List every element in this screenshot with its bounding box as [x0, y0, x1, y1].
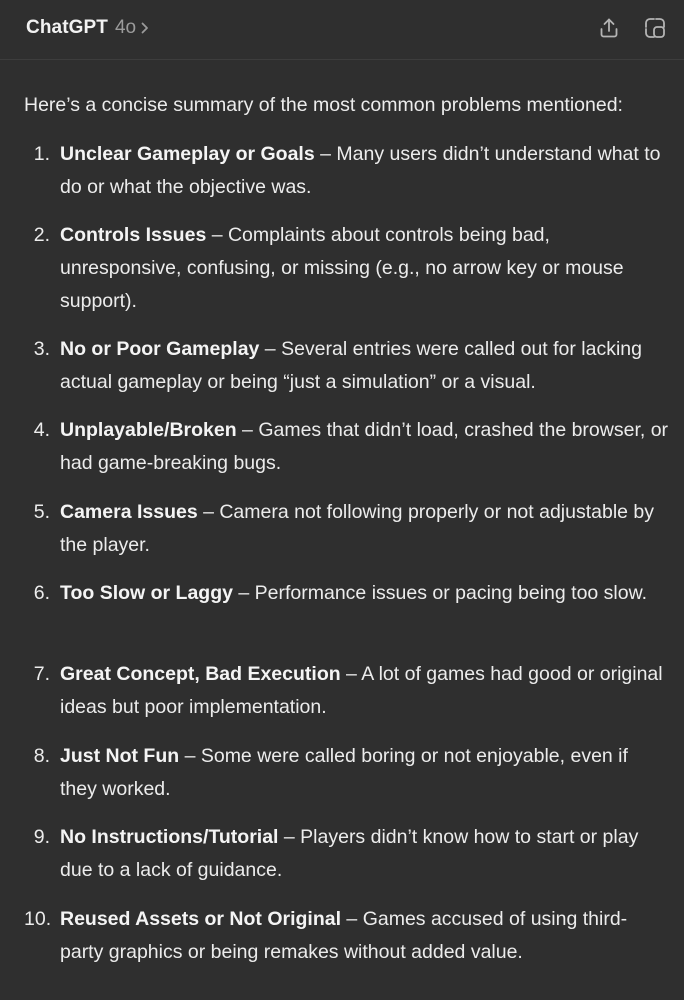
list-term: Camera Issues	[60, 501, 198, 523]
list-number: 9.	[33, 826, 50, 848]
list-term: Unclear Gameplay or Goals	[60, 143, 315, 165]
list-description: – Players didn’t know how to start or play due to a lack of guidance.	[60, 826, 639, 881]
new-chat-button[interactable]	[640, 15, 670, 45]
list-number: 7.	[33, 663, 50, 685]
list-description: – Games that didn’t load, crashed the browser, or had game-breaking bugs.	[60, 419, 669, 474]
share-icon	[597, 16, 621, 45]
list-description: – Performance issues or pacing being too slow.	[232, 582, 648, 604]
model-name: 4o	[114, 17, 137, 38]
list-description: – Complaints about controls being bad, unresponsive, confusing, or missing (e.g., no arrow key or mouse support).	[60, 224, 624, 312]
chevron-right-icon	[139, 21, 151, 35]
app-name: ChatGPT	[26, 17, 108, 38]
list-term: Controls Issues	[60, 224, 207, 246]
list-term: No Instructions/Tutorial	[60, 826, 279, 848]
list-description: – Some were called boring or not enjoyable, even if they worked.	[60, 745, 628, 800]
list-description: – Many users didn’t understand what to do or what the objective was.	[60, 143, 661, 198]
list-number: 4.	[33, 419, 50, 441]
list-term: Unplayable/Broken	[60, 419, 237, 441]
share-button[interactable]	[594, 15, 624, 45]
list-term: Too Slow or Laggy	[60, 582, 233, 604]
list-number: 8.	[33, 745, 50, 767]
model-selector[interactable]	[26, 17, 151, 39]
list-number: 1.	[33, 143, 50, 165]
new-chat-icon	[642, 15, 668, 46]
list-number: 10.	[24, 908, 52, 930]
top-bar	[0, 0, 684, 60]
list-term: Reused Assets or Not Original	[60, 908, 342, 930]
list-term: Great Concept, Bad Execution	[60, 663, 341, 685]
list-term: Just Not Fun	[60, 745, 180, 767]
list-description: – A lot of games had good or original ideas but poor implementation.	[60, 663, 663, 718]
list-number: 5.	[33, 501, 50, 523]
message-intro: Here’s a concise summary of the most common problems mentioned:	[24, 94, 623, 116]
list-description: – Camera not following properly or not adjustable by the player.	[60, 501, 655, 556]
list-term: No or Poor Gameplay	[60, 338, 260, 360]
list-number: 3.	[33, 338, 50, 360]
list-description: – Games accused of using third-party graphics or being remakes without added value.	[60, 908, 628, 963]
list-number: 6.	[33, 582, 50, 604]
list-number: 2.	[33, 224, 50, 246]
list-description: – Several entries were called out for lacking actual gameplay or being “just a simulation” or a visual.	[60, 338, 643, 393]
